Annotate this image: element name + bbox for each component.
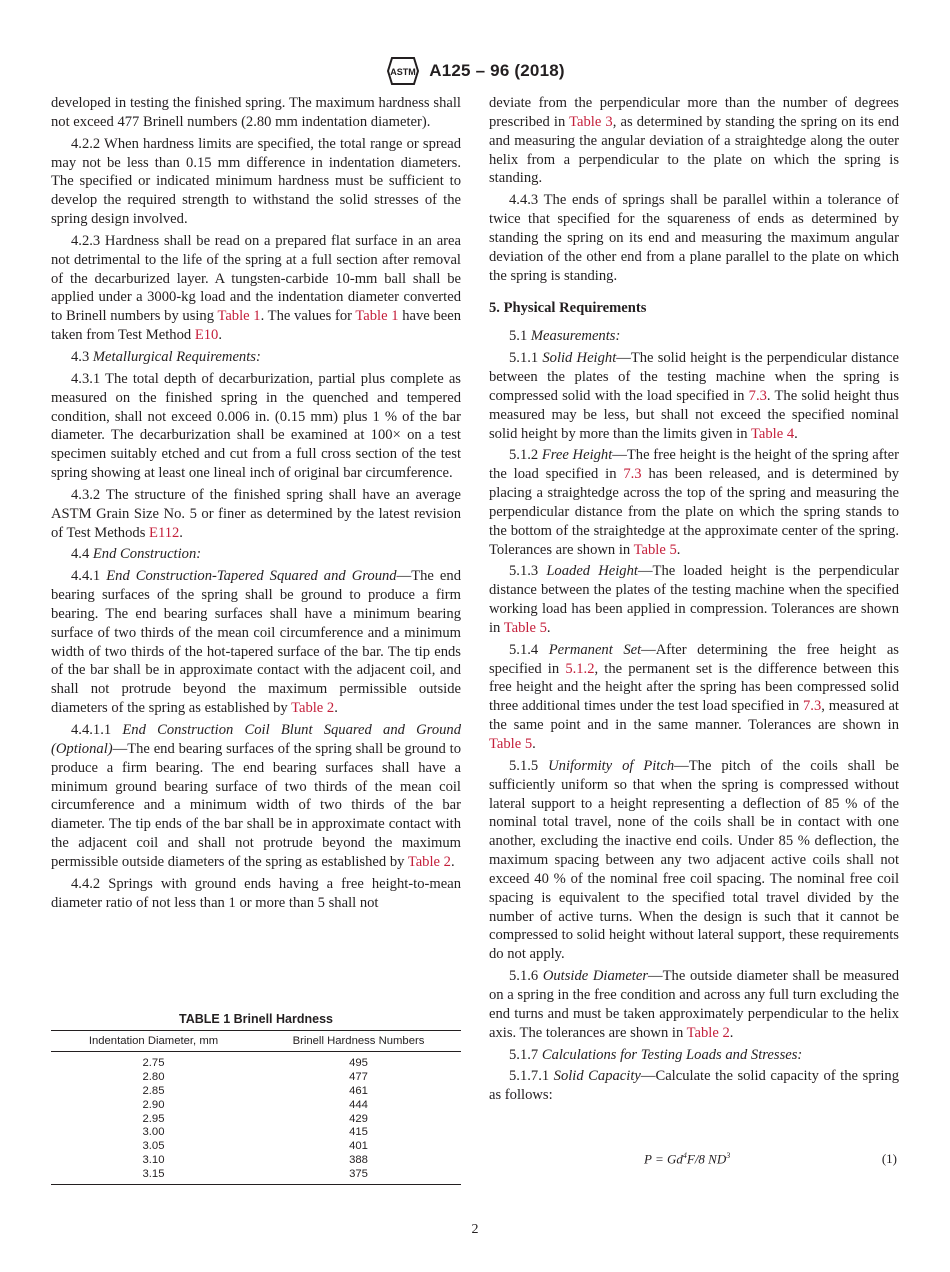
link-table-5[interactable]: Table 5 bbox=[633, 541, 677, 558]
table-cell: 2.80 bbox=[142, 1070, 165, 1083]
link-table-3[interactable]: Table 3 bbox=[569, 113, 613, 130]
table-body bbox=[51, 1052, 461, 1184]
table-cell: 3.00 bbox=[142, 1126, 165, 1139]
link-table-5[interactable]: Table 5 bbox=[503, 619, 547, 636]
paragraph-5-1: 5.1 Measurements: bbox=[509, 328, 621, 345]
paragraph-5-1-1: 5.1.1 Solid Height—The solid height is the perpendicular distance between the plates of the testing machine when the spring is compressed solid with the load specified in 7.3. The solid height thus measured may be less, but shall not exceed the specified nominal solid height by more than the limits given in Table 4. bbox=[489, 350, 899, 442]
table-row bbox=[51, 1167, 461, 1181]
table-header bbox=[51, 1031, 461, 1052]
paragraph-4-4: 4.4 End Construction: bbox=[71, 546, 202, 563]
table-row bbox=[51, 1153, 461, 1167]
link-e112[interactable]: E112 bbox=[149, 524, 180, 541]
table-row bbox=[51, 1112, 461, 1126]
paragraph-4-3-1: 4.3.1 The total depth of decarburization, partial plus complete as measured on the finished spring in the quenched and tempered condition, shall not exceed 0.006 in. (0.15 mm) plus 1 % of the bar diameter. The decarburization shall be examined at 100× on a test specimen suitably etched and cut from a full cross section of the test spring showing at least one lineal inch of original bar circumference. bbox=[51, 370, 461, 482]
table-1-title: TABLE 1 Brinell Hardness bbox=[179, 1012, 333, 1026]
paragraph-5-1-7-1: 5.1.7.1 Solid Capacity—Calculate the solid capacity of the spring as follows: bbox=[489, 1068, 899, 1104]
table-cell: 2.90 bbox=[142, 1098, 165, 1111]
table-row bbox=[51, 1098, 461, 1112]
table-cell: 3.05 bbox=[142, 1140, 165, 1153]
paragraph-4-2-3: 4.2.3 Hardness shall be read on a prepared flat surface in an area not detrimental to the life of the spring at a full section after removal of the decarburized layer. A tungsten-carbide 10-mm ball shall be applied under a 3000-kg load and the indentation diameter converted to Brinell numbers by using Table 1. The values for Table 1 have been taken from Test Method E10. bbox=[51, 232, 461, 344]
link-table-1[interactable]: Table 1 bbox=[355, 308, 399, 325]
table-cell: 2.95 bbox=[142, 1112, 165, 1125]
column-header: Indentation Diameter, mm bbox=[88, 1035, 219, 1047]
table-cell: 477 bbox=[349, 1070, 368, 1083]
link-table-2[interactable]: Table 2 bbox=[686, 1024, 730, 1041]
paragraph-4-4-3: 4.4.3 The ends of springs shall be parallel within a tolerance of twice that specified for the squareness of ends as determined by standing the spring on its end and measuring the maximum angular deviation of the other end from a plane parallel to the plate on which the spring is standing. bbox=[489, 192, 899, 284]
section-heading-5: 5. Physical Requirements bbox=[489, 300, 647, 317]
paragraph-5-1-6: 5.1.6 Outside Diameter—The outside diameter shall be measured on a spring in the free condition and across any full turn excluding the end turns and must be taken approximately perpendicular to the helix axis. The tolerances are shown in Table 2. bbox=[489, 968, 899, 1041]
standard-designation: A125 – 96 (2018) bbox=[429, 61, 565, 80]
link-7-3[interactable]: 7.3 bbox=[748, 387, 767, 404]
table-cell: 388 bbox=[349, 1154, 368, 1167]
equation-1 bbox=[489, 1148, 899, 1168]
link-e10[interactable]: E10 bbox=[194, 327, 219, 344]
paragraph-5-1-3: 5.1.3 Loaded Height—The loaded height is the perpendicular distance between the plates of the testing machine when the specified working load has been applied in compression. Tolerances are shown in Table 5. bbox=[489, 563, 899, 636]
table-row bbox=[51, 1056, 461, 1070]
paragraph-4-2-2: 4.2.2 When hardness limits are specified, the total range or spread may not be less than 0.15 mm difference in indentation diameters. The specified or indicated minimum hardness must be sufficient to develop the required strength to withstand the solid stresses of the spring design involved. bbox=[51, 135, 461, 228]
page-number: 2 bbox=[471, 1222, 479, 1237]
svg-text:ASTM: ASTM bbox=[390, 67, 416, 77]
table-cell: 375 bbox=[349, 1168, 368, 1181]
link-table-4[interactable]: Table 4 bbox=[751, 425, 795, 442]
equation-number: (1) bbox=[881, 1151, 897, 1166]
column-header: Brinell Hardness Numbers bbox=[292, 1035, 425, 1047]
equation-expression: $P = Gd^4F/8$ $ND^3$ bbox=[644, 1151, 731, 1167]
paragraph-4-3: 4.3 Metallurgical Requirements: bbox=[71, 348, 261, 365]
table-cell: 461 bbox=[349, 1084, 368, 1097]
table-cell: 3.10 bbox=[142, 1154, 165, 1167]
table-cell: 429 bbox=[349, 1112, 368, 1125]
left-column bbox=[51, 94, 461, 915]
right-column bbox=[489, 94, 899, 1108]
table-cell: 444 bbox=[349, 1098, 368, 1111]
paragraph-5-1-5: 5.1.5 Uniformity of Pitch—The pitch of the coils shall be sufficiently uniform so that when the spring is compressed without lateral support to a height representing a deflection of 85 % of the nominal total travel, none of the coils shall be in contact with one another, excluding the inactive end coils. Under 85 % deflection, the maximum spacing between any two adjacent active coils shall not exceed 40 % of the nominal free coil spacing. The nominal free coil spacing is equivalent to the specified total travel divided by the number of active turns. When the design is such that it cannot be compressed to solid height without lateral support, these requirements do not apply. bbox=[489, 757, 899, 963]
paragraph-5-1-2: 5.1.2 Free Height—The free height is the height of the spring after the load specified in 7.3 has been released, and is determined by placing a straightedge across the top of the spring and measuring the perpendicular distance from the plate on which the spring stands to the bottom of the straightedge at the approximate center of the spring. Tolerances are shown in Table 5. bbox=[489, 447, 900, 558]
link-table-2[interactable]: Table 2 bbox=[291, 700, 335, 717]
link-table-1[interactable]: Table 1 bbox=[217, 308, 261, 325]
link-table-5[interactable]: Table 5 bbox=[489, 736, 533, 752]
table-cell: 2.75 bbox=[142, 1056, 165, 1069]
table-cell: 495 bbox=[349, 1056, 368, 1069]
table-row bbox=[51, 1084, 461, 1098]
table-cell: 3.15 bbox=[142, 1168, 165, 1181]
paragraph-4-4-1: 4.4.1 End Construction-Tapered Squared and Ground—The end bearing surfaces of the spring shall be ground to produce a firm bearing. The end bearing surfaces shall have a minimum bearing surface of two thirds of the mean coil circumference and a minimum width of two thirds of the hot-tapered surface of the bar. The tip ends of the bar shall be in approximate contact with the adjacent coil, and shall not protrude beyond the maximum permissible outside diameters of the spring as established by Table 2. bbox=[51, 568, 461, 717]
paragraph-continuation: deviate from the perpendicular more than the number of degrees prescribed in Table 3, as determined by standing the spring on its end and measuring the angular deviation of a straightedge along the outer helix from a perpendicular to the plate on which the spring is standing. bbox=[489, 95, 899, 187]
astm-logo-icon bbox=[385, 56, 421, 86]
table-row bbox=[51, 1139, 461, 1153]
table-cell: 401 bbox=[349, 1140, 368, 1153]
paragraph-4-4-1-1: 4.4.1.1 End Construction Coil Blunt Squared and Ground (Optional)—The end bearing surfaces of the spring shall be ground to produce a firm bearing. The end bearing surfaces shall have a minimum ground bearing surface of two thirds of the mean coil circumference and a minimum width of two thirds of the bar diameter. The tip ends of the bar shall be in approximate contact with the adjacent coil and shall not protrude beyond the maximum permissible outside diameters of the spring as established by Table 2. bbox=[51, 722, 462, 870]
table-1 bbox=[51, 1030, 461, 1185]
paragraph-continuation: developed in testing the finished spring. The maximum hardness shall not exceed 477 Brinell numbers (2.80 mm indentation diameter). bbox=[51, 95, 461, 130]
table-row bbox=[51, 1070, 461, 1084]
table-cell: 415 bbox=[349, 1126, 368, 1139]
paragraph-4-3-2: 4.3.2 The structure of the finished spring shall have an average ASTM Grain Size No. 5 or finer as determined by the latest revision of Test Methods E112. bbox=[51, 486, 461, 541]
link-table-2[interactable]: Table 2 bbox=[407, 853, 451, 870]
link-5-1-2[interactable]: 5.1.2 bbox=[565, 660, 595, 677]
link-7-3[interactable]: 7.3 bbox=[803, 698, 822, 715]
paragraph-4-4-2: 4.4.2 Springs with ground ends having a free height-to-mean diameter ratio of not less than 1 or more than 5 shall not bbox=[51, 875, 461, 911]
paragraph-5-1-7: 5.1.7 Calculations for Testing Loads and Stresses: bbox=[509, 1046, 803, 1063]
link-7-3[interactable]: 7.3 bbox=[623, 466, 642, 483]
table-cell: 2.85 bbox=[142, 1084, 165, 1097]
paragraph-5-1-4: 5.1.4 Permanent Set—After determining the free height as specified in 5.1.2, the permanent set is the difference between this free height and the height after the spring has been compressed solid three additional times under the test load specified in 7.3, measured at the same point and in the same manner. Tolerances are shown in Table 5. bbox=[489, 641, 900, 752]
table-row bbox=[51, 1125, 461, 1139]
page-header bbox=[0, 56, 950, 86]
